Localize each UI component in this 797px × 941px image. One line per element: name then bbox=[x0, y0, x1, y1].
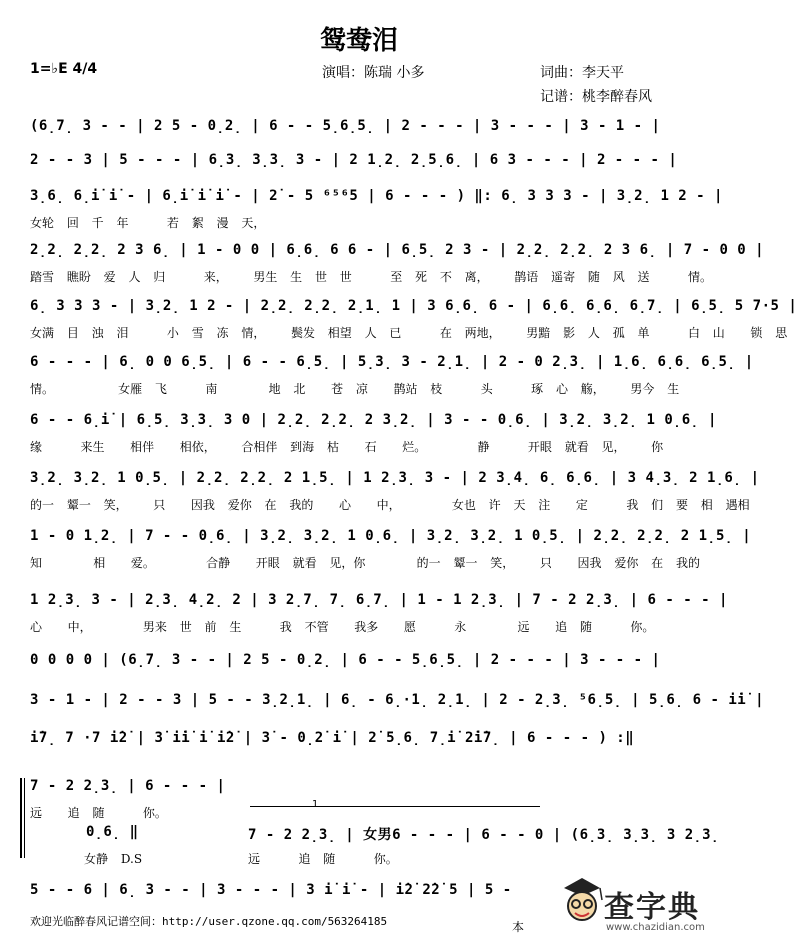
coda-bracket bbox=[20, 778, 22, 858]
row-notes: 2 - - 3 | 5 - - - | 6̣3̣ 3̣3̣ 3 - | 2 1̣2̣ 2̣5̣6̣ | 6 3 - - - | 2 - - - | bbox=[30, 152, 678, 168]
transcriber: 记谱：桃李醉春风 bbox=[540, 89, 652, 105]
footer-text: 欢迎光临醉春风记谱空间：http://user.qzone.qq.com/563264185 bbox=[30, 915, 388, 928]
row-lyrics: 的一 颦一 笑， 只 因我 爱你 在 我的 心 中， 女也 许 天 注 定 我 们 要 相 遇相 bbox=[30, 498, 750, 512]
logo-url: www.chazidian.com bbox=[606, 922, 705, 933]
coda-left-notes: 7 - 2 2̣3̣ | 6 - - - | bbox=[30, 778, 226, 794]
footer-right: 本 bbox=[512, 920, 525, 934]
row-lyrics: 知 相 爱。 合静 开眼 就看 见，你 的一 颦一 笑， 只 因我 爱你 在 我的 bbox=[30, 556, 700, 570]
coda-left-lyrics: 远 追 随 你。 bbox=[30, 806, 167, 820]
coda-right-notes: 7 - 2 2̣3̣ | 女男6 - - - | 6 - - 0 | (6̣3̣ 3̣3̣ 3 2̣3̣ bbox=[248, 827, 720, 843]
last-row-notes: 5 - - 6 | 6̣ 3 - - | 3 - - - | 3 i̇ i̇ - | i̇2̇ 2̇2̇ 5 | 5 - bbox=[30, 882, 512, 898]
row-lyrics: 缘 来生 相伴 相依， 合相伴 到海 枯 石 烂。 静 开眼 就看 见， 你 bbox=[30, 440, 664, 454]
site-logo bbox=[560, 874, 712, 938]
coda-right-lyrics: 远 追 随 你。 bbox=[248, 852, 398, 866]
row-notes: 6 - - 6̣i̇ | 6̣5̣ 3̣3̣ 3 0 | 2̣2̣ 2̣2̣ 2 3̣2̣ | 3 - - 0̣6̣ | 3̣2̣ 3̣2̣ 1 0̣6̣ | bbox=[30, 412, 717, 428]
row-lyrics: 女满 目 浊 泪 小 雪 冻 情， 鬓发 相望 人 已 在 两地， 男黯 影 人 孤 单 白 山 锁 思 bbox=[30, 326, 788, 340]
row-notes: i̇7̣ 7 ·7 i̇2̇ | 3̇ i̇i̇ i̇ i̇2̇ | 3̇ - 0̣2̇ i̇ | 2̇ 5̣6̣ 7̣i̇ 2̇i̇7̣ | 6 - - - ) :‖ bbox=[30, 730, 635, 746]
key-signature: 1=♭E 4/4 bbox=[30, 61, 98, 77]
row-notes: 3̣6̣ 6̣i̇ i̇ - | 6̣i̇ i̇ i̇ - | 2̇ - 5 ⁶⁵⁶5 | 6 - - - ) ‖: 6̣ 3 3 3 - | 3̣2̣ 1 2 - | bbox=[30, 188, 723, 204]
ds-label: 女静 D.S bbox=[84, 852, 143, 866]
row-notes: 1 2̣3̣ 3 - | 2̣3̣ 4̣2̣ 2 | 3 2̣7̣ 7̣ 6̣7̣ | 1 - 1 2̣3̣ | 7 - 2 2̣3̣ | 6 - - - | bbox=[30, 592, 728, 608]
row-notes: (6̣7̣ 3 - - | 2 5 - 0̣2̣ | 6 - - 5̣6̣5̣ | 2 - - - | 3 - - - | 3 - 1 - | bbox=[30, 118, 661, 134]
row-notes: 3̣2̣ 3̣2̣ 1 0̣5̣ | 2̣2̣ 2̣2̣ 2 1̣5̣ | 1 2̣3̣ 3 - | 2 3̣4̣ 6̣ 6̣6̣ | 3 4̣3̣ 2 1̣6̣ | bbox=[30, 470, 760, 486]
logo-name: 查字典 bbox=[604, 890, 700, 925]
row-lyrics: 女轮 回 千 年 若 絮 漫 天， bbox=[30, 216, 266, 230]
row-lyrics: 情。 女雁 飞 南 地 北 苍 凉 鹊站 枝 头 琢 心 觞， 男今 生 bbox=[30, 382, 680, 396]
row-lyrics: 踏雪 瞧盼 爱 人 归 来， 男生 生 世 世 至 死 不 离， 鹊语 遥寄 随 风 送 情。 bbox=[30, 270, 712, 284]
row-notes: 0 0 0 0 | (6̣7̣ 3 - - | 2 5 - 0̣2̣ | 6 - - 5̣6̣5̣ | 2 - - - | 3 - - - | bbox=[30, 652, 661, 668]
row-notes: 2̣2̣ 2̣2̣ 2 3 6̣ | 1 - 0 0 | 6̣6̣ 6 6 - | 6̣5̣ 2 3 - | 2̣2̣ 2̣2̣ 2 3 6̣ | 7 - 0 0 | bbox=[30, 242, 765, 258]
composer: 词曲：李天平 bbox=[540, 65, 624, 81]
row-notes: 3 - 1 - | 2 - - 3 | 5 - - 3̣2̣1̣ | 6̣ - 6̣·1̣ 2̣1̣ | 2 - 2̣3̣ ⁵6̣5̣ | 5̣6̣ 6 - i̇i̇ | bbox=[30, 692, 765, 708]
triplet-number: 1 bbox=[312, 799, 319, 810]
singers: 演唱：陈瑞 小多 bbox=[322, 65, 425, 81]
row-notes: 6̣ 3 3 3 - | 3̣2̣ 1 2 - | 2̣2̣ 2̣2̣ 2̣1̣ 1 | 3 6̣6̣ 6 - | 6̣6̣ 6̣6̣ 6̣7̣ | 6̣5̣ 5 7·5 | bbox=[30, 298, 797, 314]
coda-bracket-thin bbox=[24, 778, 25, 858]
row-lyrics: 心 中， 男来 世 前 生 我 不管 我多 愿 永 远 追 随 你。 bbox=[30, 620, 655, 634]
ds-notes: 0̣6̣ ‖ bbox=[86, 824, 139, 840]
row-notes: 6 - - - | 6̣ 0 0 6̣5̣ | 6 - - 6̣5̣ | 5̣3̣ 3 - 2̣1̣ | 2 - 0 2̣3̣ | 1̣6̣ 6̣6̣ 6̣5̣ | bbox=[30, 354, 754, 370]
triplet-line bbox=[250, 806, 540, 807]
song-title: 鸳鸯泪 bbox=[319, 26, 398, 56]
row-notes: 1 - 0 1̣2̣ | 7 - - 0̣6̣ | 3̣2̣ 3̣2̣ 1 0̣6̣ | 3̣2̣ 3̣2̣ 1 0̣5̣ | 2̣2̣ 2̣2̣ 2 1̣5̣ | bbox=[30, 528, 752, 544]
scholar-mascot-icon bbox=[560, 874, 604, 934]
